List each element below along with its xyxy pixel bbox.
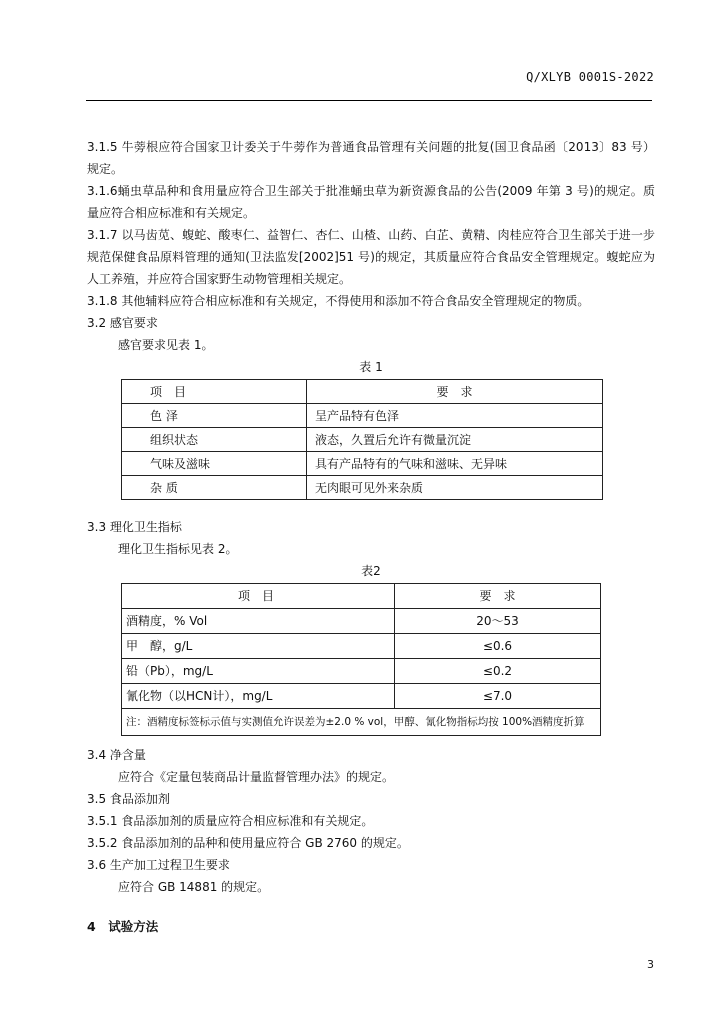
section-3-4-title: 3.4 净含量 xyxy=(87,748,146,762)
table-note-row xyxy=(122,709,601,736)
table-cell-requirement: 具有产品特有的气味和滋味、无异味 xyxy=(307,452,603,476)
table-row xyxy=(122,684,601,709)
table-row xyxy=(122,609,601,634)
clause-3-5-2: 3.5.2 食品添加剂的品种和使用量应符合 GB 2760 的规定。 xyxy=(87,836,409,850)
section-4-title: 4 试验方法 xyxy=(87,919,159,934)
section-3-2-title: 3.2 感官要求 xyxy=(87,316,158,330)
table-cell-item: 色 泽 xyxy=(122,404,307,428)
table-cell-requirement: 呈产品特有色泽 xyxy=(307,404,603,428)
table-row xyxy=(122,404,603,428)
section-3-5-title: 3.5 食品添加剂 xyxy=(87,792,170,806)
table-cell-item: 组织状态 xyxy=(122,428,307,452)
table-header-item: 项 目 xyxy=(122,584,395,609)
section-3-4-text: 应符合《定量包装商品计量监督管理办法》的规定。 xyxy=(118,770,395,784)
table-cell-item: 氰化物（以HCN计），mg/L xyxy=(122,684,395,709)
table-cell-item: 铅（Pb），mg/L xyxy=(122,659,395,684)
clause-3-1-5: 3.1.5 牛蒡根应符合国家卫计委关于牛蒡作为普通食品管理有关问题的批复(国卫食品函〔2013〕83 号）规定。 xyxy=(87,140,655,176)
table-cell-requirement: 无肉眼可见外来杂质 xyxy=(307,476,603,500)
table-header-requirement: 要 求 xyxy=(395,584,601,609)
table-cell-requirement: 液态，久置后允许有微量沉淀 xyxy=(307,428,603,452)
table-cell-requirement: 20～53 xyxy=(395,609,601,634)
table-2-caption: 表2 xyxy=(361,564,381,578)
document-body xyxy=(87,136,655,898)
table-header-item: 项 目 xyxy=(122,380,307,404)
table-row xyxy=(122,428,603,452)
clause-3-1-6: 3.1.6蛹虫草品种和食用量应符合卫生部关于批准蛹虫草为新资源食品的公告(2009 年第 3 号)的规定。质量应符合相应标准和有关规定。 xyxy=(87,184,655,220)
physicochemical-table xyxy=(121,583,601,736)
page-number: 3 xyxy=(647,958,654,971)
section-3-3-title: 3.3 理化卫生指标 xyxy=(87,520,182,534)
sensory-requirements-table xyxy=(121,379,603,500)
table-cell-requirement: ≤7.0 xyxy=(395,684,601,709)
table-cell-item: 杂 质 xyxy=(122,476,307,500)
clause-3-1-7: 3.1.7 以马齿苋、蝮蛇、酸枣仁、益智仁、杏仁、山楂、山药、白芷、黄精、肉桂应符合卫生部关于进一步规范保健食品原料管理的通知(卫法监发[2002]51 号)的规定，其质量应符合食品安全管理规定。蝮蛇应为人工养殖，并应符合国家野生动物管理相关规定。 xyxy=(87,228,655,286)
header-divider xyxy=(86,100,652,101)
table-row xyxy=(122,659,601,684)
table-cell-requirement: ≤0.6 xyxy=(395,634,601,659)
table-header-row xyxy=(122,584,601,609)
section-3-6-title: 3.6 生产加工过程卫生要求 xyxy=(87,858,230,872)
table-header-row xyxy=(122,380,603,404)
table-row xyxy=(122,452,603,476)
table-1-caption: 表 1 xyxy=(359,360,383,374)
table-note: 注：酒精度标签标示值与实测值允许误差为±2.0 % vol，甲醇、氰化物指标均按 100%酒精度折算 xyxy=(122,709,601,736)
table-row xyxy=(122,476,603,500)
table-cell-item: 气味及滋味 xyxy=(122,452,307,476)
table-cell-item: 甲 醇，g/L xyxy=(122,634,395,659)
standard-code: Q/XLYB 0001S-2022 xyxy=(526,70,654,84)
table-header-requirement: 要 求 xyxy=(307,380,603,404)
table-cell-requirement: ≤0.2 xyxy=(395,659,601,684)
clause-3-5-1: 3.5.1 食品添加剂的质量应符合相应标准和有关规定。 xyxy=(87,814,374,828)
table-row xyxy=(122,634,601,659)
section-3-2-text: 感官要求见表 1。 xyxy=(118,338,214,352)
section-3-6-text: 应符合 GB 14881 的规定。 xyxy=(118,880,270,894)
section-3-3-text: 理化卫生指标见表 2。 xyxy=(118,542,238,556)
clause-3-1-8: 3.1.8 其他辅料应符合相应标准和有关规定，不得使用和添加不符合食品安全管理规定的物质。 xyxy=(87,294,590,308)
table-cell-item: 酒精度，% Vol xyxy=(122,609,395,634)
